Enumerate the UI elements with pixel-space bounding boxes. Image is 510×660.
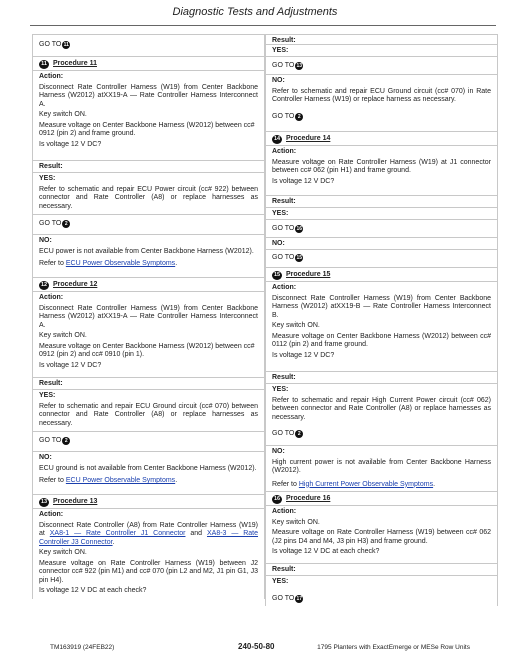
action-step: Disconnect Rate Controller Harness (W19) from Center Backbone Harness (W2012) atXX19-A — Rate Controller Harness Interconnect A. (39, 83, 258, 108)
procedure-14-header (266, 132, 497, 146)
no-text: High current power is not available from Center Backbone Harness (W2012). (272, 458, 491, 474)
manual-title: 1795 Planters with ExactEmerge or MESe Row Units (317, 644, 470, 651)
action-label: Action: (39, 511, 64, 518)
no-label-row (266, 238, 497, 250)
refer-label: Refer to (272, 480, 297, 488)
result-label-row (33, 161, 264, 173)
step-circle-icon[interactable]: 16 (296, 226, 303, 233)
procedure-15-no (266, 446, 497, 492)
ground-no (266, 75, 497, 132)
result-label-row (266, 372, 497, 384)
goto-label: GO TO (272, 225, 295, 232)
goto-row[interactable] (272, 62, 491, 71)
yes-label: YES: (272, 578, 289, 585)
goto-row[interactable] (39, 437, 258, 446)
action-label: Action: (39, 73, 64, 80)
result-label: Result: (272, 37, 296, 44)
yes-label-row (266, 45, 497, 57)
ecu-power-symptoms-link[interactable]: ECU Power Observable Symptoms (65, 477, 176, 484)
action-step: Is voltage 12 V DC? (39, 361, 102, 369)
action-step: Measure voltage on Rate Controller Harness (W19) between J2 connector cc# 922 (pin M1) and cc# 070 (pin L2 and M2, J1 pin G1, J3 pin H4). (39, 559, 258, 584)
goto-label: GO TO (39, 41, 62, 48)
step-circle-icon[interactable]: 2 (295, 430, 303, 438)
procedure-title: Procedure 16 (286, 495, 331, 503)
procedure-title: Procedure 13 (53, 498, 98, 506)
procedure-14-action (266, 146, 497, 196)
action-step: Key switch ON. (272, 518, 320, 526)
action-label: Action: (39, 294, 64, 301)
yes-label: YES: (39, 392, 56, 399)
document-id: TM163919 (24FEB22) (50, 644, 115, 651)
ecu-power-symptoms-link[interactable]: ECU Power Observable Symptoms (65, 260, 176, 267)
no-label: NO: (39, 237, 52, 244)
step-circle-icon: 11 (39, 60, 49, 69)
xa8-3-connector-link[interactable]: XA8-3 — Rate Controller J3 Connector (39, 530, 259, 546)
goto-block (33, 215, 264, 235)
step-circle-icon[interactable]: 15 (296, 255, 303, 262)
no-label: NO: (272, 77, 285, 84)
goto-row[interactable] (272, 254, 491, 263)
step-circle-icon[interactable]: 2 (295, 113, 303, 121)
no-text: Refer to schematic and repair ECU Ground circuit (cc# 070) in Rate Controller Harness (W19) or replace harness as necessary. (272, 87, 491, 103)
result-label-row (266, 35, 497, 45)
goto-block (33, 35, 264, 57)
procedure-15-action (266, 282, 497, 372)
action-step (39, 522, 258, 548)
procedure-12-action (33, 292, 264, 378)
action-step: Measure voltage on Center Backbone Harness (W2012) between cc# 0912 (pin 2) and cc# 0910 (pin 1). (39, 342, 255, 358)
result-label-row (33, 378, 264, 390)
procedure-13-action (33, 509, 264, 599)
action-label: Action: (272, 508, 297, 515)
procedure-11-action (33, 71, 264, 161)
action-step: Measure voltage on Rate Controller Harness (W19) at J1 connector between cc# 062 (pin H1) and frame ground. (272, 158, 491, 174)
action-step: Measure voltage on Rate Controller Harness (W19) between cc# 062 (J2 pins D4 and M4, J3 pin H3) and frame ground. (272, 529, 491, 545)
page-header (0, 0, 510, 26)
step-circle-icon[interactable]: 2 (62, 220, 70, 228)
action-text: . (112, 538, 115, 546)
goto-block (266, 250, 497, 268)
result-label: Result: (272, 566, 296, 573)
link-suffix: . (433, 480, 436, 488)
step-circle-icon[interactable]: 17 (296, 595, 303, 602)
procedure-11-yes (33, 173, 264, 215)
procedure-12-yes (33, 390, 264, 432)
yes-text: Refer to schematic and repair ECU Ground circuit (cc# 070) between connector and Rate Controller (A8) or replace harnesses as necessary. (39, 402, 258, 427)
yes-label: YES: (39, 175, 56, 182)
result-label: Result: (272, 374, 296, 381)
goto-label: GO TO (272, 112, 295, 120)
action-text: and (190, 530, 203, 537)
goto-row[interactable] (272, 113, 491, 122)
action-step: Is voltage 12 V DC at each check? (272, 548, 380, 555)
no-label: NO: (39, 454, 52, 461)
goto-label: GO TO (272, 430, 295, 437)
result-label: Result: (272, 198, 296, 205)
step-circle-icon[interactable]: 11 (63, 42, 69, 49)
action-step: Disconnect Rate Controller Harness (W19) from Center Backbone Harness (W2012) atXX19-B — Rate Controller Harness Interconnect B. (272, 294, 491, 319)
procedure-11-header (33, 57, 264, 71)
no-text: ECU ground is not available from Center Backbone Harness (W2012). (39, 464, 257, 472)
step-circle-icon: 16 (273, 496, 281, 502)
action-label: Action: (272, 148, 297, 155)
goto-row[interactable] (39, 41, 258, 50)
no-label: NO: (272, 240, 285, 247)
result-label-row (266, 564, 497, 576)
action-step: Key switch ON. (39, 549, 87, 556)
xa8-1-connector-link[interactable]: XA8-1 — Rate Controller J1 Connector (49, 530, 186, 537)
goto-row[interactable] (272, 430, 491, 439)
procedure-16-header (266, 492, 497, 506)
procedure-16-yes (266, 576, 497, 606)
goto-block (266, 57, 497, 75)
goto-label: GO TO (272, 594, 295, 602)
step-circle-icon: 13 (40, 499, 48, 505)
goto-block (266, 220, 497, 238)
right-column (265, 34, 498, 606)
goto-label: GO TO (272, 254, 295, 261)
procedure-title: Procedure 12 (53, 281, 98, 289)
goto-label: GO TO (39, 220, 62, 227)
step-circle-icon: 15 (273, 272, 281, 278)
yes-text: Refer to schematic and repair ECU Power circuit (cc# 922) between connector and Rate Controller (A8) or replace harnesses as necessary. (39, 185, 258, 210)
step-circle-icon: 12 (40, 282, 48, 288)
refer-label: Refer to (39, 260, 64, 267)
step-circle-icon[interactable]: 2 (62, 437, 70, 445)
link-suffix: . (175, 260, 178, 267)
left-column (32, 34, 265, 599)
goto-row[interactable] (272, 225, 491, 234)
no-label: NO: (272, 448, 285, 455)
yes-text: Refer to schematic and repair High Current Power circuit (cc# 062) between connector and Rate Controller (A8) or replace harnesses as necessary. (272, 396, 491, 421)
action-step: Measure voltage on Center Backbone Harness (W2012) between cc# 0112 (pin 2) and frame ground. (272, 332, 491, 348)
action-step: Measure voltage on Center Backbone Harness (W2012) between cc# 0912 (pin 2) and frame ground. (39, 121, 255, 137)
goto-row[interactable] (272, 595, 491, 604)
yes-label: YES: (272, 47, 289, 54)
action-text: Disconnect Rate Controller (A8) from Rate Controller Harness (W19) at (39, 521, 258, 537)
procedure-12-header (33, 278, 264, 292)
procedure-16-action (266, 506, 497, 564)
action-step: Key switch ON. (39, 111, 87, 118)
step-circle-icon: 14 (273, 136, 281, 142)
procedure-13-header (33, 495, 264, 509)
high-current-power-symptoms-link[interactable]: High Current Power Observable Symptoms (298, 480, 434, 488)
page-footer (0, 640, 510, 656)
procedure-title: Procedure 11 (53, 60, 97, 68)
yes-label: YES: (272, 386, 289, 393)
goto-block (33, 432, 264, 452)
action-step: Key switch ON. (39, 332, 87, 339)
action-step: Disconnect Rate Controller Harness (W19) from Center Backbone Harness (W2012) atXX19-A — Rate Controller Harness Interconnect A. (39, 304, 258, 329)
result-label-row (266, 196, 497, 208)
procedure-11-no (33, 235, 264, 278)
link-suffix: . (175, 477, 178, 484)
yes-label: YES: (272, 210, 289, 217)
procedure-15-yes (266, 384, 497, 446)
goto-row[interactable] (39, 220, 258, 229)
page-number: 240-50-80 (238, 642, 275, 651)
goto-label: GO TO (272, 62, 295, 69)
action-step: Is voltage 12 V DC? (39, 140, 102, 148)
procedure-title: Procedure 15 (286, 271, 331, 279)
header-rule (30, 25, 496, 26)
page-title: Diagnostic Tests and Adjustments (172, 6, 338, 18)
action-step: Is voltage 12 V DC? (272, 177, 335, 185)
refer-label: Refer to (39, 477, 64, 484)
step-circle-icon[interactable]: 13 (296, 63, 303, 70)
action-label: Action: (272, 284, 297, 291)
no-text: ECU power is not available from Center Backbone Harness (W2012). (39, 247, 254, 255)
procedure-title: Procedure 14 (286, 135, 331, 143)
goto-label: GO TO (39, 437, 62, 444)
result-label: Result: (39, 380, 63, 387)
action-step: Is voltage 12 V DC at each check? (39, 587, 147, 594)
procedure-12-no (33, 452, 264, 495)
action-step: Key switch ON. (272, 322, 320, 329)
action-step: Is voltage 12 V DC? (272, 351, 335, 359)
result-label: Result: (39, 163, 63, 170)
procedure-15-header (266, 268, 497, 282)
yes-label-row (266, 208, 497, 220)
